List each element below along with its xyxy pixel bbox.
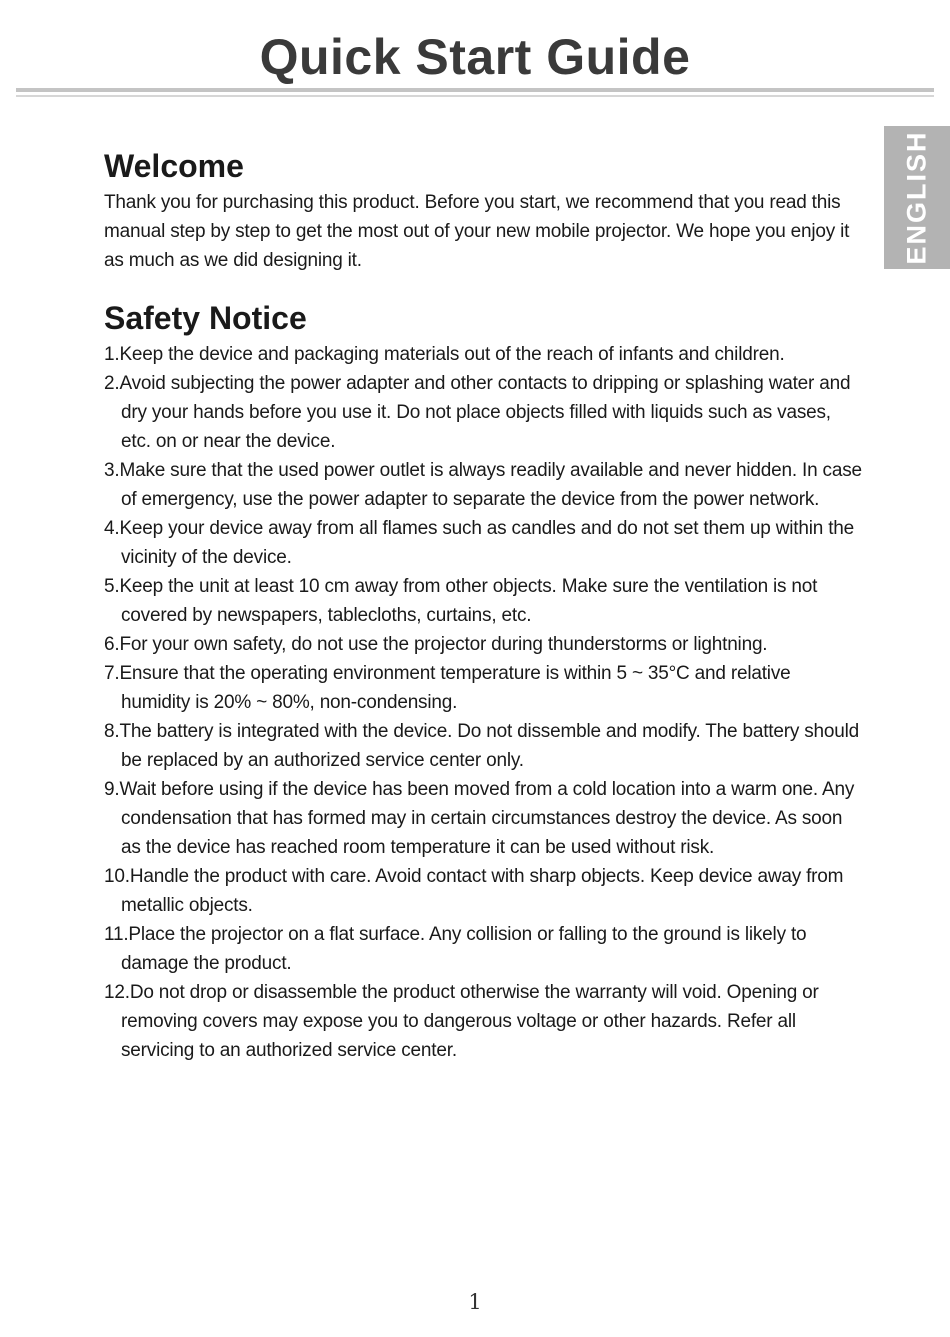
safety-item: 4.Keep your device away from all flames such as candles and do not set them up within the vicinity of the device. bbox=[104, 518, 855, 568]
safety-item: 11.Place the projector on a flat surface. Any collision or falling to the ground is likely to damage the product. bbox=[104, 924, 807, 974]
language-tab-label: ENGLISH bbox=[901, 130, 932, 265]
page-number: 1 bbox=[468, 1290, 482, 1314]
safety-item: 5.Keep the unit at least 10 cm away from other objects. Make sure the ventilation is not covered by newspapers, tablecloths, curtains, etc. bbox=[104, 576, 818, 626]
welcome-paragraph: Thank you for purchasing this product. Before you start, we recommend that you read this manual step by step to get the most out of your new mobile projector. We hope you enjoy it as much as we did designing it. bbox=[104, 192, 850, 271]
safety-item: 2.Avoid subjecting the power adapter and other contacts to dripping or splashing water and dry your hands before you use it. Do not place objects filled with liquids such as vases, etc. on or near the device. bbox=[104, 373, 851, 452]
safety-item: 8.The battery is integrated with the device. Do not dissemble and modify. The battery should be replaced by an authorized service center only. bbox=[104, 721, 860, 771]
safety-item: 12.Do not drop or disassemble the product otherwise the warranty will void. Opening or removing covers may expose you to dangerous voltage or other hazards. Refer all servicing to an authorized service center. bbox=[104, 982, 819, 1061]
safety-item: 10.Handle the product with care. Avoid contact with sharp objects. Keep device away from metallic objects. bbox=[104, 866, 844, 916]
page-title: Quick Start Guide bbox=[259, 29, 691, 85]
welcome-heading: Welcome bbox=[104, 148, 244, 184]
safety-item: 1.Keep the device and packaging materials out of the reach of infants and children. bbox=[104, 344, 785, 365]
main-content bbox=[104, 144, 864, 1065]
safety-item: 9.Wait before using if the device has been moved from a cold location into a warm one. Any condensation that has formed may in certain circumstances destroy the device. As soon as the device has reached room temperature it can be used without risk. bbox=[104, 779, 855, 858]
title-divider bbox=[16, 88, 934, 92]
title-divider-thin bbox=[16, 95, 934, 97]
safety-item: 6.For your own safety, do not use the projector during thunderstorms or lightning. bbox=[104, 634, 768, 655]
safety-list bbox=[104, 340, 864, 1065]
safety-heading: Safety Notice bbox=[104, 300, 307, 336]
language-tab bbox=[884, 126, 950, 269]
safety-item: 3.Make sure that the used power outlet is always readily available and never hidden. In case of emergency, use the power adapter to separate the device from the power network. bbox=[104, 460, 862, 510]
safety-item: 7.Ensure that the operating environment temperature is within 5 ~ 35°C and relative humidity is 20% ~ 80%, non-condensing. bbox=[104, 663, 791, 713]
